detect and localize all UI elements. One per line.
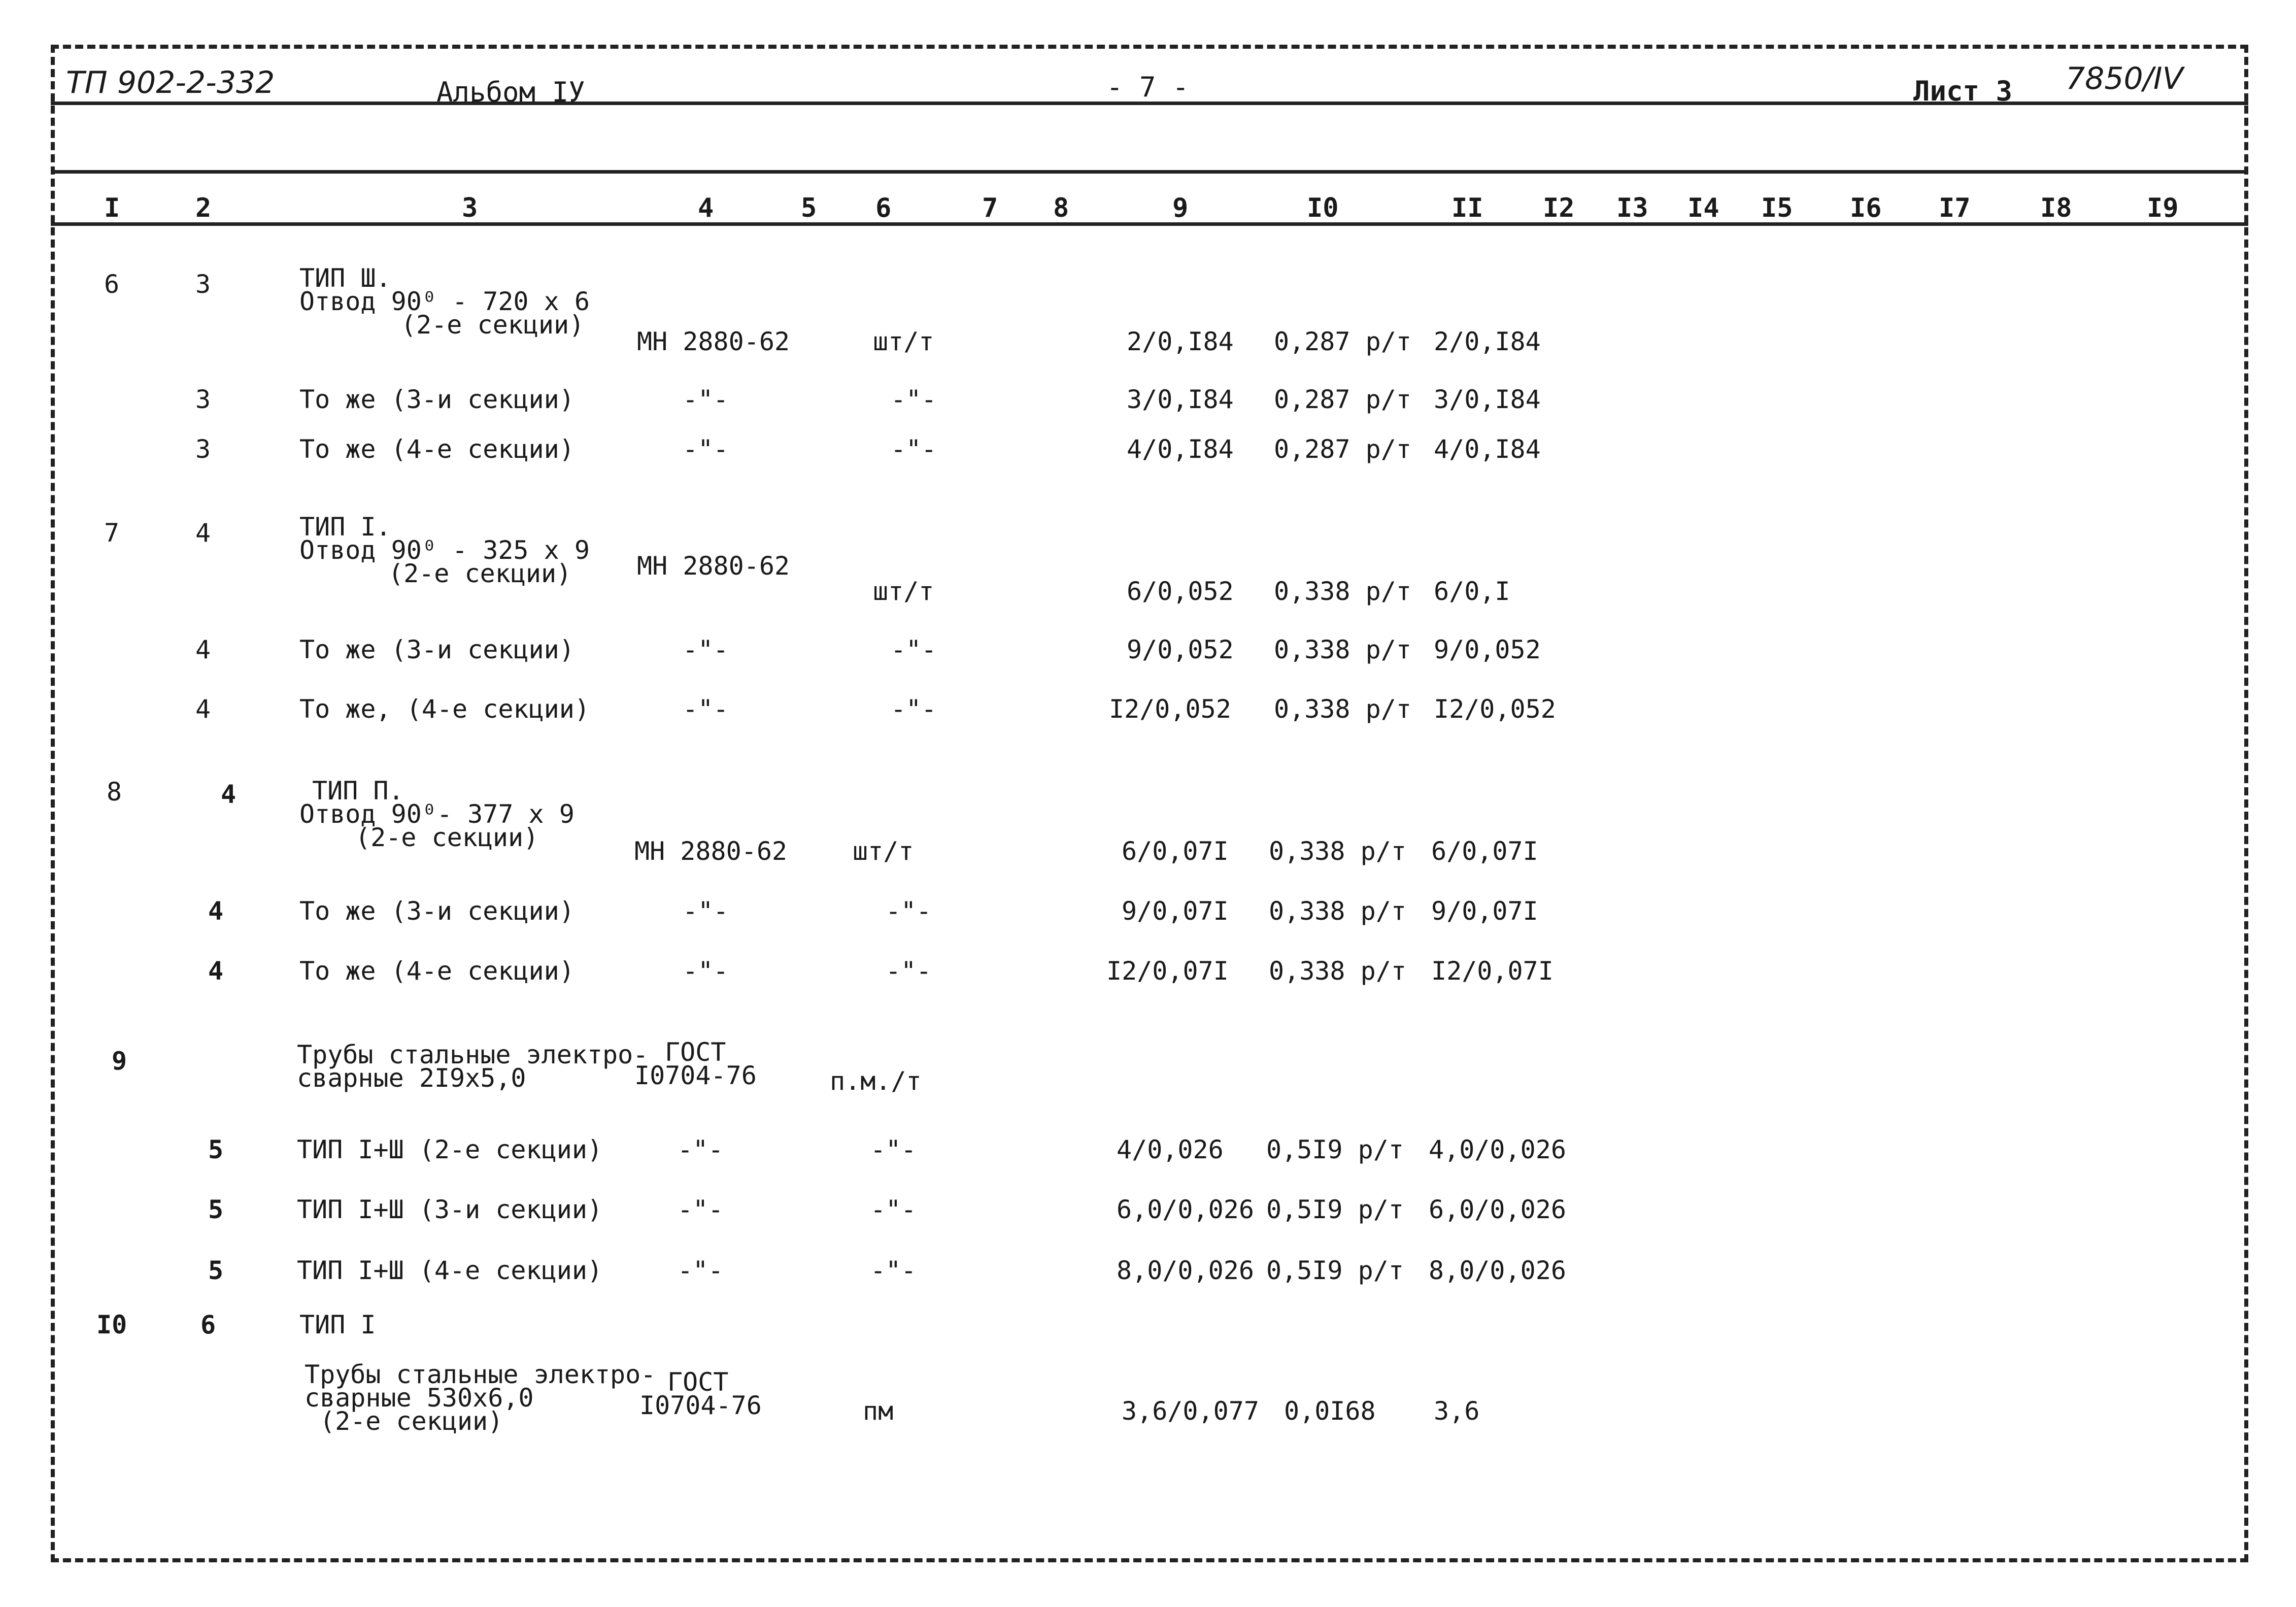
page-number: - 7 -	[1106, 71, 1189, 103]
row9c-coef: 0,5I9 р/т	[1266, 1195, 1404, 1224]
row10-c2: 6	[200, 1310, 216, 1340]
row9b-std: -"-	[678, 1135, 724, 1164]
row7b-name: То же (3-и секции)	[299, 635, 575, 664]
row9-pos: 9	[112, 1046, 127, 1076]
row10-pos: I0	[96, 1310, 127, 1340]
row8c-qty: I2/0,07I	[1106, 956, 1229, 986]
row8-c2: 4	[221, 780, 237, 809]
row6c-unit: -"-	[891, 434, 937, 464]
row9b-total: 4,0/0,026	[1429, 1135, 1566, 1164]
row6c-name: То же (4-е секции)	[299, 434, 575, 464]
row8c-unit: -"-	[886, 956, 932, 986]
row8-name: ТИП П. Отвод 90⁰- 377 x 9 (2-е секции)	[299, 776, 575, 852]
row8c-coef: 0,338 р/т	[1269, 956, 1406, 986]
row9c-total: 6,0/0,026	[1429, 1195, 1566, 1224]
row10-unit: пм	[863, 1396, 894, 1426]
col-6: 6	[875, 193, 892, 223]
row9b-c2: 5	[208, 1135, 224, 1164]
archive-number: 7850/IV	[2066, 61, 2183, 96]
row8b-qty: 9/0,07I	[1122, 896, 1229, 926]
row9c-name: ТИП I+Ш (3-и секции)	[297, 1195, 603, 1224]
row9c-c2: 5	[208, 1195, 224, 1224]
row8c-total: I2/0,07I	[1431, 956, 1554, 986]
col-7: 7	[982, 193, 998, 223]
row7-coef: 0,338 р/т	[1274, 577, 1411, 606]
row7-total: 6/0,I	[1434, 577, 1510, 606]
row6-name: ТИП Ш. Отвод 90⁰ - 720 x 6 (2-е секции)	[299, 263, 590, 340]
row9c-std: -"-	[678, 1195, 724, 1224]
row9c-qty: 6,0/0,026	[1117, 1195, 1254, 1224]
row9d-unit: -"-	[870, 1256, 917, 1285]
row7c-coef: 0,338 р/т	[1274, 694, 1411, 724]
row9d-total: 8,0/0,026	[1429, 1256, 1566, 1285]
column-header-rule	[51, 222, 2248, 226]
col-9: 9	[1172, 193, 1189, 223]
col-4: 4	[698, 193, 714, 223]
col-1: I	[104, 193, 120, 223]
col-15: I5	[1761, 193, 1793, 223]
row10-name: Трубы стальные электро- сварные 530x6,0 (2-е секции)	[305, 1360, 656, 1436]
row7b-total: 9/0,052	[1434, 635, 1541, 664]
row8-pos: 8	[107, 777, 122, 807]
col-14: I4	[1687, 193, 1719, 223]
row9-std: ГОСТ I0704-76	[634, 1037, 757, 1090]
row9b-qty: 4/0,026	[1117, 1135, 1224, 1164]
row6c-qty: 4/0,I84	[1127, 434, 1234, 464]
row6-pos: 6	[104, 270, 120, 299]
row8c-c2: 4	[208, 956, 224, 986]
col-18: I8	[2040, 193, 2072, 223]
col-2: 2	[195, 193, 212, 223]
row9b-name: ТИП I+Ш (2-е секции)	[297, 1135, 603, 1164]
row7c-qty: I2/0,052	[1109, 694, 1231, 724]
row9b-unit: -"-	[870, 1135, 917, 1164]
col-8: 8	[1053, 193, 1069, 223]
row6-qty: 2/0,I84	[1127, 327, 1234, 356]
row8b-coef: 0,338 р/т	[1269, 896, 1406, 926]
row8-std: МН 2880-62	[634, 836, 788, 866]
col-10: I0	[1307, 193, 1339, 223]
row8-total: 6/0,07I	[1431, 836, 1538, 866]
row10-type: ТИП I	[299, 1310, 376, 1340]
row7c-std: -"-	[683, 694, 729, 724]
row9d-name: ТИП I+Ш (4-е секции)	[297, 1256, 603, 1285]
row7b-std: -"-	[683, 635, 729, 664]
row7b-c2: 4	[195, 635, 211, 664]
sheet-label: Лист 3	[1913, 75, 2013, 107]
row8b-unit: -"-	[886, 896, 932, 926]
row7b-coef: 0,338 р/т	[1274, 635, 1411, 664]
row9c-unit: -"-	[870, 1195, 917, 1224]
row6-coef: 0,287 р/т	[1274, 327, 1411, 356]
row6b-c2: 3	[195, 385, 211, 414]
row7-pos: 7	[104, 518, 120, 548]
row6b-coef: 0,287 р/т	[1274, 385, 1411, 414]
row8b-name: То же (3-и секции)	[299, 896, 575, 926]
col-16: I6	[1850, 193, 1882, 223]
row9d-std: -"-	[678, 1256, 724, 1285]
row6-total: 2/0,I84	[1434, 327, 1541, 356]
col-5: 5	[801, 193, 817, 223]
col-17: I7	[1939, 193, 1971, 223]
row6b-unit: -"-	[891, 385, 937, 414]
row7b-qty: 9/0,052	[1127, 635, 1234, 664]
row7b-unit: -"-	[891, 635, 937, 664]
row6b-name: То же (3-и секции)	[299, 385, 575, 414]
table-top-rule	[51, 170, 2248, 174]
row9-unit: п.м./т	[830, 1066, 922, 1096]
row9b-coef: 0,5I9 р/т	[1266, 1135, 1404, 1164]
project-code: ТП 902-2-332	[66, 65, 275, 101]
row8b-std: -"-	[683, 896, 729, 926]
row7-unit: шт/т	[873, 577, 934, 606]
row8b-total: 9/0,07I	[1431, 896, 1538, 926]
album-label: Альбом IУ	[436, 76, 585, 108]
row10-total: 3,6	[1434, 1396, 1480, 1426]
row7-c2: 4	[195, 518, 211, 548]
row8c-std: -"-	[683, 956, 729, 986]
row7-std: МН 2880-62	[637, 551, 790, 581]
row6b-qty: 3/0,I84	[1127, 385, 1234, 414]
row6b-std: -"-	[683, 385, 729, 414]
col-3: 3	[462, 193, 478, 223]
row10-qty: 3,6/0,077	[1122, 1396, 1259, 1426]
col-12: I2	[1543, 193, 1575, 223]
row9-name: Трубы стальные электро- сварные 2I9x5,0	[297, 1040, 649, 1093]
row6-std: МН 2880-62	[637, 327, 790, 356]
row8c-name: То же (4-е секции)	[299, 956, 575, 986]
row6-unit: шт/т	[873, 327, 934, 356]
row6c-c2: 3	[195, 434, 211, 464]
row8-qty: 6/0,07I	[1122, 836, 1229, 866]
row8-unit: шт/т	[853, 836, 914, 866]
row6b-total: 3/0,I84	[1434, 385, 1541, 414]
row7-name: ТИП I. Отвод 90⁰ - 325 x 9 (2-е секции)	[299, 512, 590, 588]
row7c-total: I2/0,052	[1434, 694, 1556, 724]
row9d-coef: 0,5I9 р/т	[1266, 1256, 1404, 1285]
row9d-qty: 8,0/0,026	[1117, 1256, 1254, 1285]
row6c-total: 4/0,I84	[1434, 434, 1541, 464]
row6-c2: 3	[195, 270, 211, 299]
col-19: I9	[2147, 193, 2179, 223]
row8-coef: 0,338 р/т	[1269, 836, 1406, 866]
row6c-coef: 0,287 р/т	[1274, 434, 1411, 464]
row6c-std: -"-	[683, 434, 729, 464]
row10-coef: 0,0I68	[1284, 1396, 1376, 1426]
col-13: I3	[1616, 193, 1648, 223]
row7-qty: 6/0,052	[1127, 577, 1234, 606]
row8b-c2: 4	[208, 896, 224, 926]
row9d-c2: 5	[208, 1256, 224, 1285]
row7c-c2: 4	[195, 694, 211, 724]
col-11: II	[1451, 193, 1483, 223]
row10-std: ГОСТ I0704-76	[639, 1367, 762, 1420]
row7c-unit: -"-	[891, 694, 937, 724]
row7c-name: То же, (4-е секции)	[299, 694, 590, 724]
